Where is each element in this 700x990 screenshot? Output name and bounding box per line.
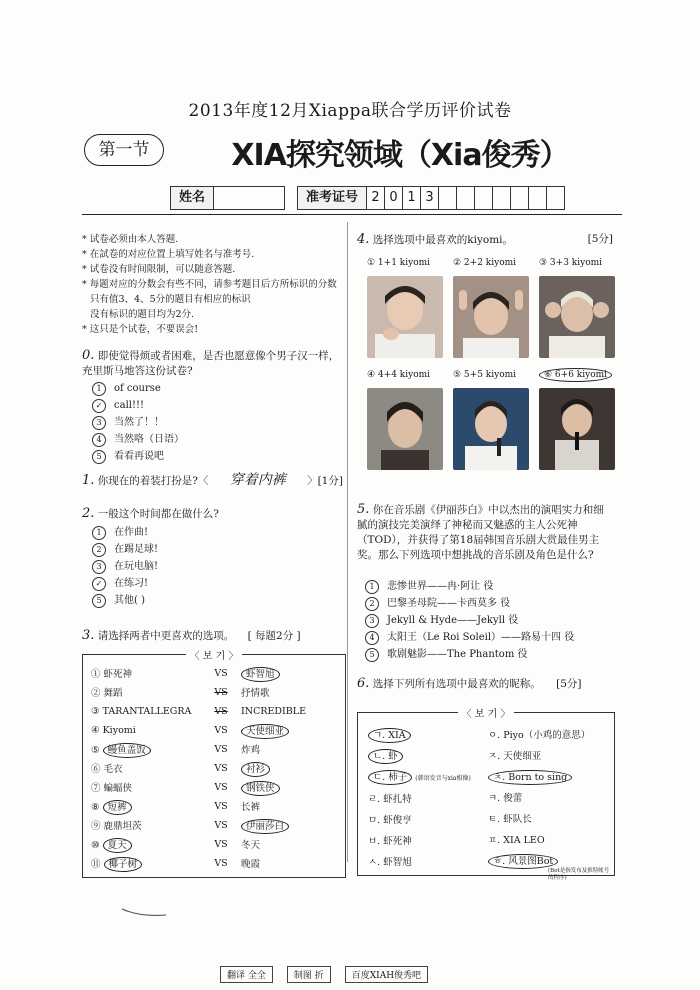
- box-legend: 〈 보 기 〉: [358, 705, 614, 720]
- option[interactable]: 4 太阳王（Le Roi Soleil）——路易十四 役: [365, 629, 615, 646]
- note-line: * 试卷没有时间限制，可以随意答题.: [82, 264, 236, 275]
- photo-label: ③ 3+3 kiyomi: [539, 258, 603, 268]
- exam-title: 2013年度12月Xiappa联合学历评价试卷: [188, 101, 512, 121]
- id-digit[interactable]: [547, 186, 565, 210]
- question-6: [357, 676, 613, 692]
- nickname-option[interactable]: ㅁ. 虾俊亨: [368, 815, 412, 826]
- credit-translation: 翻译 全全: [220, 966, 273, 983]
- question-number: 5.: [357, 502, 370, 517]
- choice-row: ⑨ 鹿鼎坦茨 VS 伊丽莎白: [91, 816, 341, 834]
- kiyomi-photo[interactable]: [539, 388, 615, 470]
- box-legend: 〈 보 기 〉: [83, 647, 345, 662]
- choice-row: ⑦ 蝙蝠侠 VS 钢铁侠: [91, 778, 341, 796]
- question-4: [357, 232, 613, 248]
- option[interactable]: 5 看看再说吧: [92, 448, 332, 465]
- option[interactable]: 2 在踢足球!: [92, 541, 332, 558]
- question-text: 你现在的着装打扮是?〈: [97, 475, 209, 487]
- id-digit[interactable]: 2: [367, 186, 385, 210]
- option-selected[interactable]: ✓ call!!!: [92, 397, 332, 414]
- option[interactable]: 5 歌剧魅影——The Phantom 役: [365, 646, 615, 663]
- nickname-option[interactable]: ㅇ. Piyo（小鸡的意思）: [488, 730, 591, 741]
- note-line: * 这只是个试卷，不要误会!: [82, 324, 199, 335]
- option[interactable]: 5 其他( ): [92, 592, 332, 609]
- choice-row: ⑧ 短裤 VS 长裤: [91, 800, 261, 813]
- id-digit[interactable]: 1: [403, 186, 421, 210]
- id-row: [170, 186, 565, 210]
- option-selected[interactable]: 3 Jekyll & Hyde——Jekyll 役: [365, 612, 615, 629]
- q3-choice-box: [82, 651, 346, 878]
- choice-row: ② 舞蹈 VS 抒情歌: [91, 686, 270, 699]
- question-text: 一般这个时间都在做什么?: [97, 508, 219, 520]
- kiyomi-photo[interactable]: [367, 388, 443, 470]
- option-selected[interactable]: ✓ 在练习!: [92, 575, 332, 592]
- circled-choice[interactable]: 椰子树: [104, 857, 143, 872]
- photo-label: ⑤ 5+5 kiyomi: [453, 370, 517, 380]
- circled-choice[interactable]: 虾智旭: [241, 667, 280, 682]
- note-line: 只有值3、4、5分的题目有相应的标识: [90, 294, 251, 305]
- q6-choice-box: [357, 709, 615, 881]
- question-points: [5分]: [587, 233, 613, 245]
- nickname-option[interactable]: ㄷ. 柿子 (韩语发音与xia相像): [368, 767, 486, 789]
- q2-options: [92, 524, 332, 609]
- question-number: 0.: [82, 348, 95, 363]
- kiyomi-photo[interactable]: [453, 276, 529, 358]
- id-digit[interactable]: [511, 186, 529, 210]
- note-line: * 在試卷的对应位置上填写姓名与准考号.: [82, 249, 255, 260]
- kiyomi-photo[interactable]: [539, 276, 615, 358]
- main-title: XIA探究领域（Xia俊秀）: [231, 138, 569, 173]
- circled-choice[interactable]: 鳗鱼盖饭: [103, 743, 151, 758]
- id-digit[interactable]: [529, 186, 547, 210]
- question-1: [82, 473, 344, 489]
- nickname-option[interactable]: ㅊ. Born to sing: [488, 767, 610, 788]
- handwritten-answer[interactable]: 穿着内裤: [229, 472, 286, 488]
- photo-label: ① 1+1 kiyomi: [367, 258, 431, 268]
- choice-row: ⑪ 椰子树 VS 晚霞: [91, 857, 261, 870]
- header-rule: [82, 214, 622, 215]
- credit-source: 百度XIAH俊秀吧: [345, 966, 428, 983]
- question-text: 即使觉得烦或者困难，是否也愿意像个男子汉一样，充里斯马地答这份试卷?: [82, 350, 340, 377]
- question-number: 6.: [357, 676, 370, 691]
- q0-options: [92, 380, 332, 465]
- name-field[interactable]: [214, 186, 285, 210]
- question-2: [82, 506, 344, 522]
- nickname-option[interactable]: ㅂ. 虾死神: [368, 836, 412, 847]
- note-line: 没有标识的题目均为2分.: [90, 309, 195, 320]
- id-digit[interactable]: [475, 186, 493, 210]
- circled-choice[interactable]: 夏天: [103, 838, 132, 853]
- photo-label: [539, 370, 612, 380]
- column-divider: [347, 222, 348, 862]
- nickname-option[interactable]: ㅎ. 风景图Bot: [488, 851, 610, 872]
- nickname-option[interactable]: ㅍ. XIA LEO: [488, 835, 545, 846]
- id-digit[interactable]: [439, 186, 457, 210]
- choice-row: ③ TARANTALLEGRA VS INCREDIBLE: [91, 705, 307, 717]
- choice-row: ⑤ 鳗鱼盖饭 VS 炸鸡: [91, 743, 261, 756]
- exam-notes: [82, 232, 337, 337]
- nickname-option[interactable]: ㅋ. 俊蕾: [488, 793, 523, 804]
- question-points: 〉[1分]: [307, 475, 343, 487]
- question-0: [82, 348, 344, 379]
- photo-label: ④ 4+4 kiyomi: [367, 370, 431, 380]
- id-digit[interactable]: [457, 186, 475, 210]
- circled-choice[interactable]: 衬衫: [241, 762, 270, 777]
- tiny-note: (Bot是指发布及推特帐号的程序): [548, 868, 610, 881]
- nickname-option[interactable]: ㄹ. 虾扎特: [368, 794, 412, 805]
- circled-choice[interactable]: 短裤: [103, 800, 132, 815]
- pen-mark: [120, 905, 170, 919]
- choice-row: ① 虾死神 VS 虾智旭: [91, 664, 341, 682]
- option[interactable]: 3 在玩电脑!: [92, 558, 332, 575]
- choice-row: ⑩ 夏天 VS 冬天: [91, 838, 261, 851]
- nickname-list-left: [368, 725, 486, 873]
- question-number: 4.: [357, 232, 370, 247]
- nickname-option[interactable]: ㅌ. 虾队长: [488, 814, 532, 825]
- q5-options: [365, 578, 615, 663]
- question-points: [5分]: [556, 678, 582, 690]
- credit-graphics: 制图 折: [287, 966, 331, 983]
- circled-photo-label[interactable]: ⑥ 6+6 kiyomi: [539, 368, 612, 382]
- id-digit[interactable]: 3: [421, 186, 439, 210]
- question-text: 你在音乐剧《伊丽莎白》中以杰出的演唱实力和细腻的演技完美演绎了神秘而又魅惑的主人公死神（TOD），并获得了第18届韩国音乐剧大赏最佳男主奖。那么下列选项中想挑战的音乐剧及角色是什么?: [357, 504, 604, 561]
- photo-label: ② 2+2 kiyomi: [453, 258, 517, 268]
- question-text: 请选择两者中更喜欢的选项。: [97, 630, 235, 642]
- name-label: 姓名: [170, 186, 214, 210]
- id-label: 准考证号: [297, 186, 367, 210]
- option[interactable]: 4 当然咯（日语）: [92, 431, 332, 448]
- nickname-option[interactable]: ㄱ. XIA: [368, 725, 486, 746]
- question-points: [ 每题2分 ]: [247, 630, 301, 642]
- choice-row: ⑥ 毛衣 VS 衬衫: [91, 759, 341, 777]
- nickname-option[interactable]: ㄴ. 虾: [368, 746, 486, 767]
- question-text: 选择下列所有选项中最喜欢的昵称。: [372, 678, 541, 690]
- choice-row: ④ Kiyomi VS 天使细亚: [91, 721, 341, 739]
- id-digit[interactable]: [493, 186, 511, 210]
- circled-choice[interactable]: 伊丽莎白: [241, 819, 289, 834]
- nickname-option[interactable]: ㅅ. 虾智旭: [368, 857, 412, 868]
- question-number: 1.: [82, 473, 95, 488]
- note-line: * 试卷必须由本人答题.: [82, 234, 179, 245]
- option[interactable]: 1 悲惨世界——冉·阿让 役: [365, 578, 615, 595]
- id-digit[interactable]: 0: [385, 186, 403, 210]
- nickname-option[interactable]: ㅈ. 天使细亚: [488, 751, 542, 762]
- question-number: 2.: [82, 506, 95, 521]
- circled-choice[interactable]: 天使细亚: [241, 724, 289, 739]
- note-line: * 每题对应的分数会有些不同，请参考题目后方所标识的分数: [82, 279, 337, 290]
- circled-choice[interactable]: 钢铁侠: [241, 781, 280, 796]
- option[interactable]: 1 of course: [92, 380, 332, 397]
- option[interactable]: 1 在作曲!: [92, 524, 332, 541]
- kiyomi-photo[interactable]: [367, 276, 443, 358]
- question-3: [82, 628, 344, 644]
- footer-credits: [220, 966, 428, 983]
- question-number: 3.: [82, 628, 95, 643]
- question-5: [357, 502, 613, 563]
- nickname-list-right: [488, 725, 610, 882]
- option[interactable]: 2 巴黎圣母院——卡西莫多 役: [365, 595, 615, 612]
- kiyomi-photo[interactable]: [453, 388, 529, 470]
- section-label: 第一节: [84, 134, 164, 166]
- option[interactable]: 3 当然了！！: [92, 414, 332, 431]
- question-text: 选择选项中最喜欢的kiyomi。: [372, 234, 514, 246]
